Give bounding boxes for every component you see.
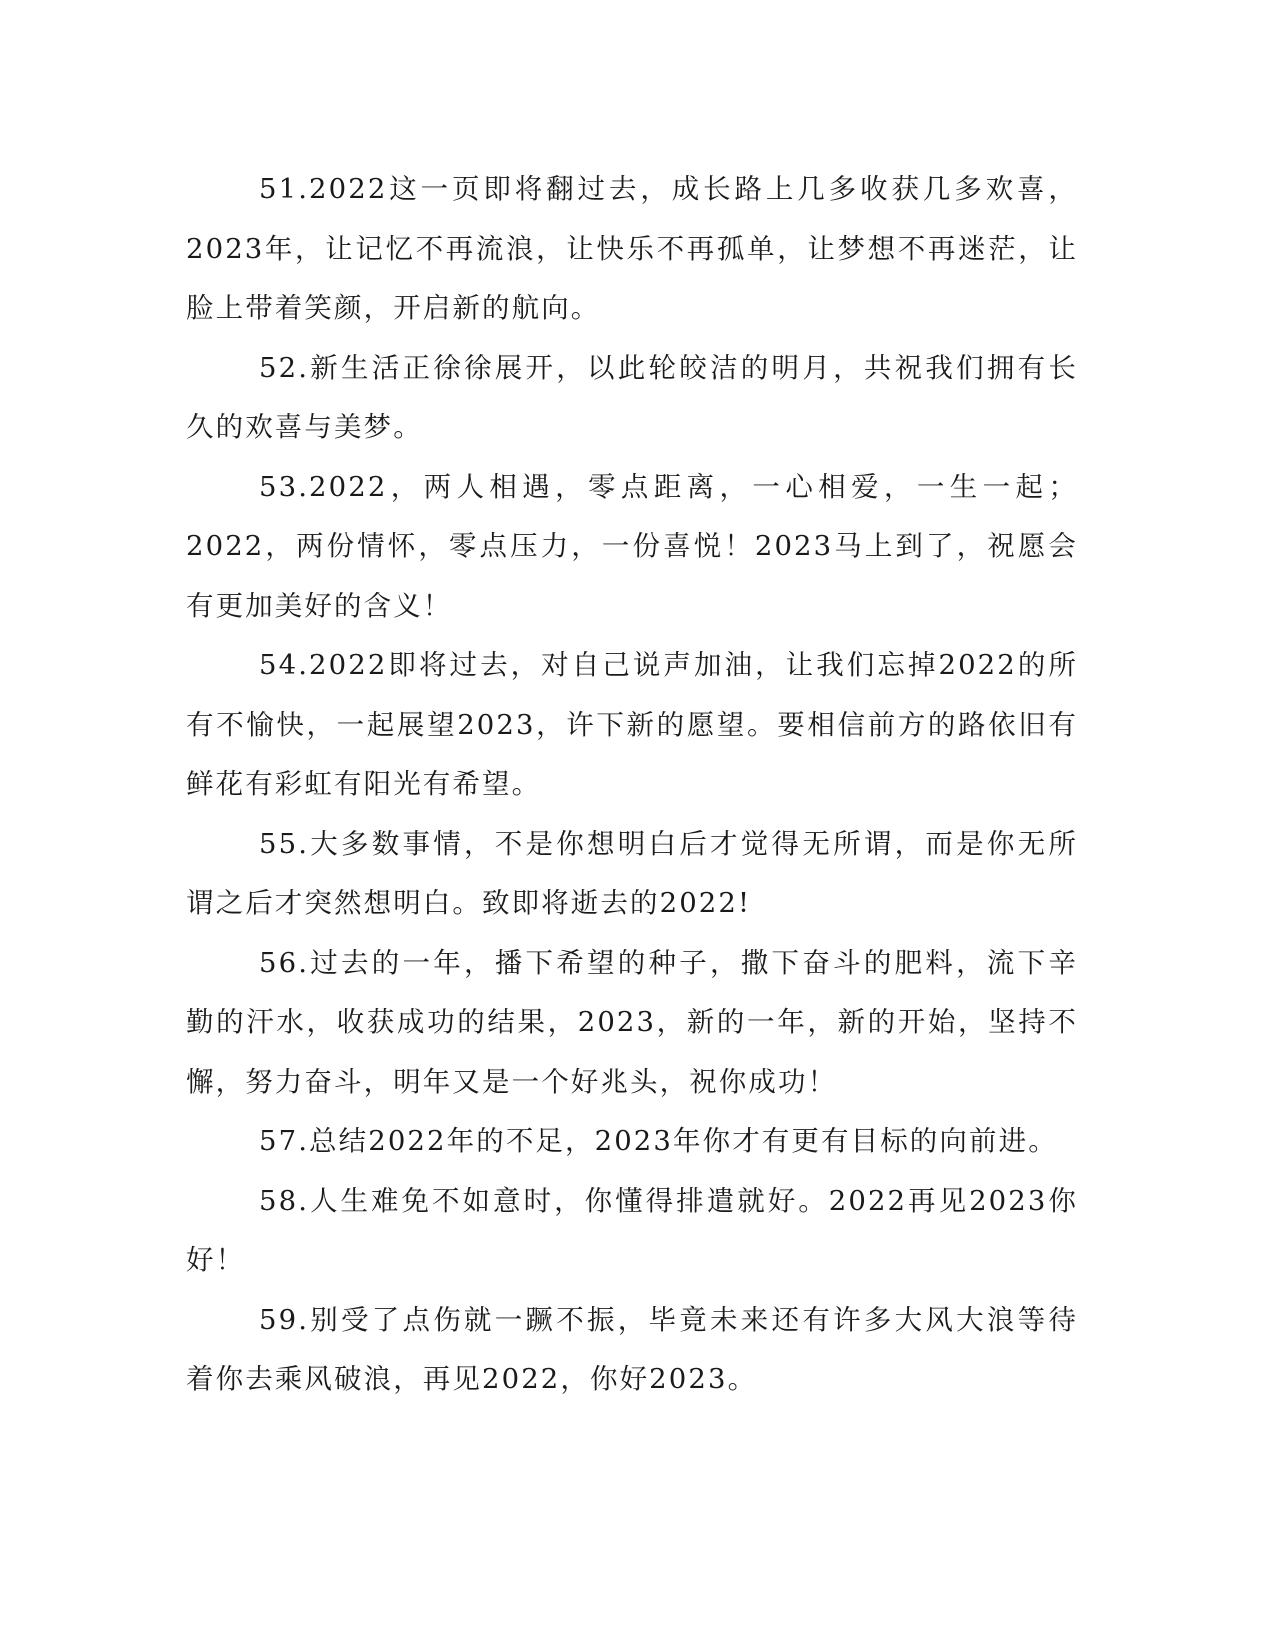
paragraph-58: 58.人生难免不如意时，你懂得排遣就好。2022再见2023你好！ — [186, 1184, 1078, 1276]
document-body — [186, 160, 1078, 1410]
paragraph-54: 54.2022即将过去，对自己说声加油，让我们忘掉2022的所有不愉快，一起展望2023，许下新的愿望。要相信前方的路依旧有鲜花有彩虹有阳光有希望。 — [186, 649, 1078, 800]
paragraph-52: 52.新生活正徐徐展开，以此轮皎洁的明月，共祝我们拥有长久的欢喜与美梦。 — [186, 351, 1078, 443]
paragraph-55: 55.大多数事情，不是你想明白后才觉得无所谓，而是你无所谓之后才突然想明白。致即将逝去的2022! — [186, 827, 1078, 919]
paragraph-56: 56.过去的一年，播下希望的种子，撒下奋斗的肥料，流下辛勤的汗水，收获成功的结果，2023，新的一年，新的开始，坚持不懈，努力奋斗，明年又是一个好兆头，祝你成功！ — [186, 946, 1078, 1098]
paragraph-57: 57.总结2022年的不足，2023年你才有更有目标的向前进。 — [259, 1125, 1058, 1157]
paragraph-53: 53.2022，两人相遇，零点距离，一心相爱，一生一起；2022，两份情怀，零点压力，一份喜悦！2023马上到了，祝愿会有更加美好的含义！ — [186, 470, 1078, 622]
paragraph-51: 51.2022这一页即将翻过去，成长路上几多收获几多欢喜，2023年，让记忆不再流浪，让快乐不再孤单，让梦想不再迷茫，让脸上带着笑颜，开启新的航向。 — [186, 173, 1078, 324]
paragraph-59: 59.别受了点伤就一蹶不振，毕竟未来还有许多大风大浪等待着你去乘风破浪，再见2022，你好2023。 — [186, 1303, 1078, 1395]
